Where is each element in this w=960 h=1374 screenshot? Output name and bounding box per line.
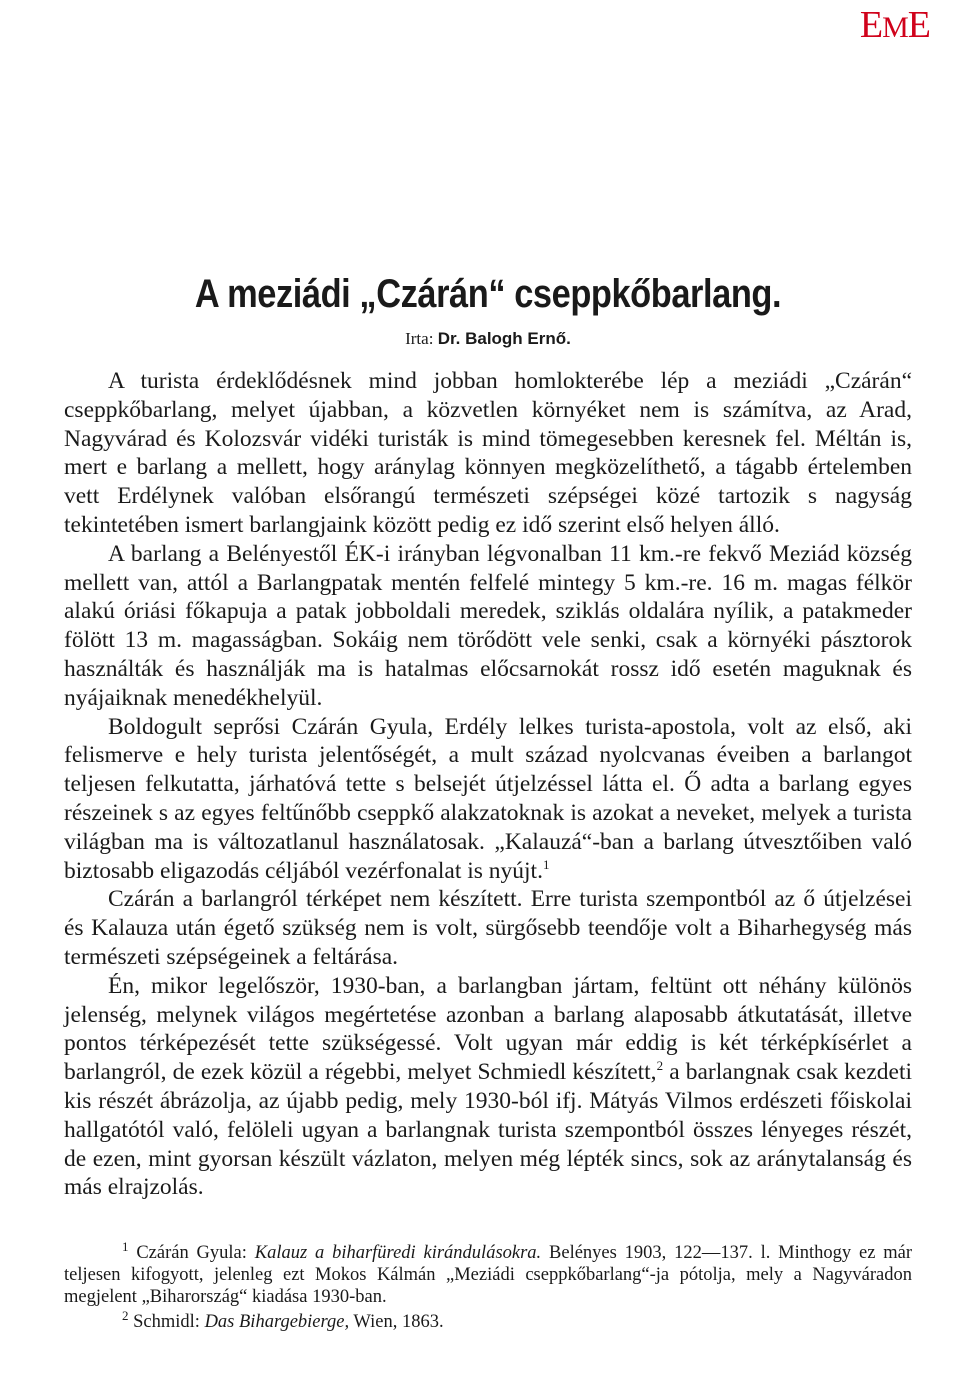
byline-author: Dr. Balogh Ernő. xyxy=(437,329,571,348)
byline-prefix: Irta: xyxy=(405,329,438,348)
paragraph xyxy=(64,713,912,886)
paragraph-text: Én, mikor legelőször, 1930-ban, a barlangban jártam, feltünt ott néhány különös jelenség, melynek világos megértetése azonban a barlang alaposabb átkutatását, illetve pontos térképezését tette szükségessé. Volt ugyan már eddig is két térképkísérlet a barlangról, de ezek közül a régebbi, melyet Schmiedl készített, xyxy=(64,972,912,1086)
paragraph-text: a barlangnak csak kezdeti kis részét ábrázolja, az újabb pedig, mely 1930-ból ifj. Mátyás Vilmos erdészeti főiskolai hallgatótól való, felöleli ugyan a barlangnak turista szempontból összes lényeges részét, de ezen, mint gyorsan készült vázlaton, melyen még lépték sincs, sok az aránytalanság és más elrajzolás. xyxy=(64,1059,912,1201)
footnote-ref-1[interactable]: 1 xyxy=(542,856,550,872)
footnote-author: Czárán Gyula: xyxy=(128,1243,255,1264)
footnote-author: Schmidl: xyxy=(128,1312,205,1333)
logo-letter-e-2: E xyxy=(907,4,930,46)
footnotes xyxy=(64,1238,912,1333)
footnote-text: Wien, 1863. xyxy=(349,1312,444,1333)
footnote-work-title: Das Bihargebierge, xyxy=(204,1312,350,1333)
paragraph xyxy=(64,367,912,540)
byline xyxy=(64,329,912,349)
paragraph-text: A turista érdeklődésnek mind jobban homlokterébe lép a meziádi „Czárán“ cseppkőbarlang, melyet újabban, a közvetlen környéket nem is számítva, az Arad, Nagyvárad és Kolozsvár vidéki turisták is mind tömegesebben keresnek fel. Méltán is, mert e barlang a mellett, hogy aránylag könnyen megközelíthető, a tágabb értelemben vett Erdélynek valóban elsőrangú természeti szépségei közé tartozik s nagyság tekintetében ismert barlangjaink között pedig ez idő szerint első helyen álló. xyxy=(64,368,912,538)
footnote-work-title: Kalauz a biharfüredi kirándulásokra. xyxy=(254,1243,542,1264)
article-title: A meziádi „Czárán“ cseppkőbarlang. xyxy=(194,272,782,316)
eme-logo xyxy=(860,6,930,44)
paragraph xyxy=(64,972,912,1202)
footnote-2 xyxy=(64,1307,912,1333)
footnote-text: Belényes 1903, 122—137. l. Minthogy ez már teljesen kifogyott, jelenleg ezt Mokos Kálmán „Meziádi cseppkőbarlang“-ja pótolja, mely a Nagyváradon megjelent „Biharország“ kiadása 1930-ban. xyxy=(64,1243,912,1308)
footnote-ref-2[interactable]: 2 xyxy=(656,1058,664,1074)
logo-letter-m: M xyxy=(882,11,908,44)
footnote-mark: 1 xyxy=(122,1238,129,1254)
paragraph-text: Czárán a barlangról térképet nem készített. Erre turista szempontból az ő útjelzései és Kalauza után égető szükség nem is volt, sürgősebb teendője volt a Biharhegység más természeti szépségeinek a feltárása. xyxy=(64,886,912,970)
paragraph xyxy=(64,885,912,971)
paragraph-text: Boldogult seprősi Czárán Gyula, Erdély lelkes turista-apostola, volt az első, aki felismerve e hely turista jelentőségét, a mult század nyolcvanas éveiben a barlangot teljesen felkutatta, járhatóvá tette s belsejét útjelzéssel látta el. Ő adta a barlang egyes részeinek s az egyes feltűnőbb cseppkő alakzatoknak is azokat a neveket, melyek a turista világban ma is változatlanul használatosak. „Kalauzá“-ban a barlang útvesztőiben való biztosabb eligazodás céljából vezérfonalat is nyújt. xyxy=(64,713,912,884)
paragraph xyxy=(64,540,912,713)
footnote-1 xyxy=(64,1238,912,1308)
logo-letter-e: E xyxy=(859,4,883,46)
paragraph-text: A barlang a Belényestől ÉK-i irányban légvonalban 11 km.-re fekvő Meziád község mellett van, attól a Barlangpatak mentén felfelé mintegy 5 km.-re. 16 m. magas félkör alakú óriási főkapuja a patak jobboldali meredek, sziklás oldalára nyílik, a patakmeder fölött 13 m. magasságban. Sokáig nem törődött vele senki, csak a környéki pásztorok használták és használják ma is hatalmas előcsarnokát rossz idő esetén maguknak és nyájaiknak menedékhelyül. xyxy=(64,540,912,711)
article xyxy=(64,272,912,1333)
footnote-mark: 2 xyxy=(122,1307,129,1323)
